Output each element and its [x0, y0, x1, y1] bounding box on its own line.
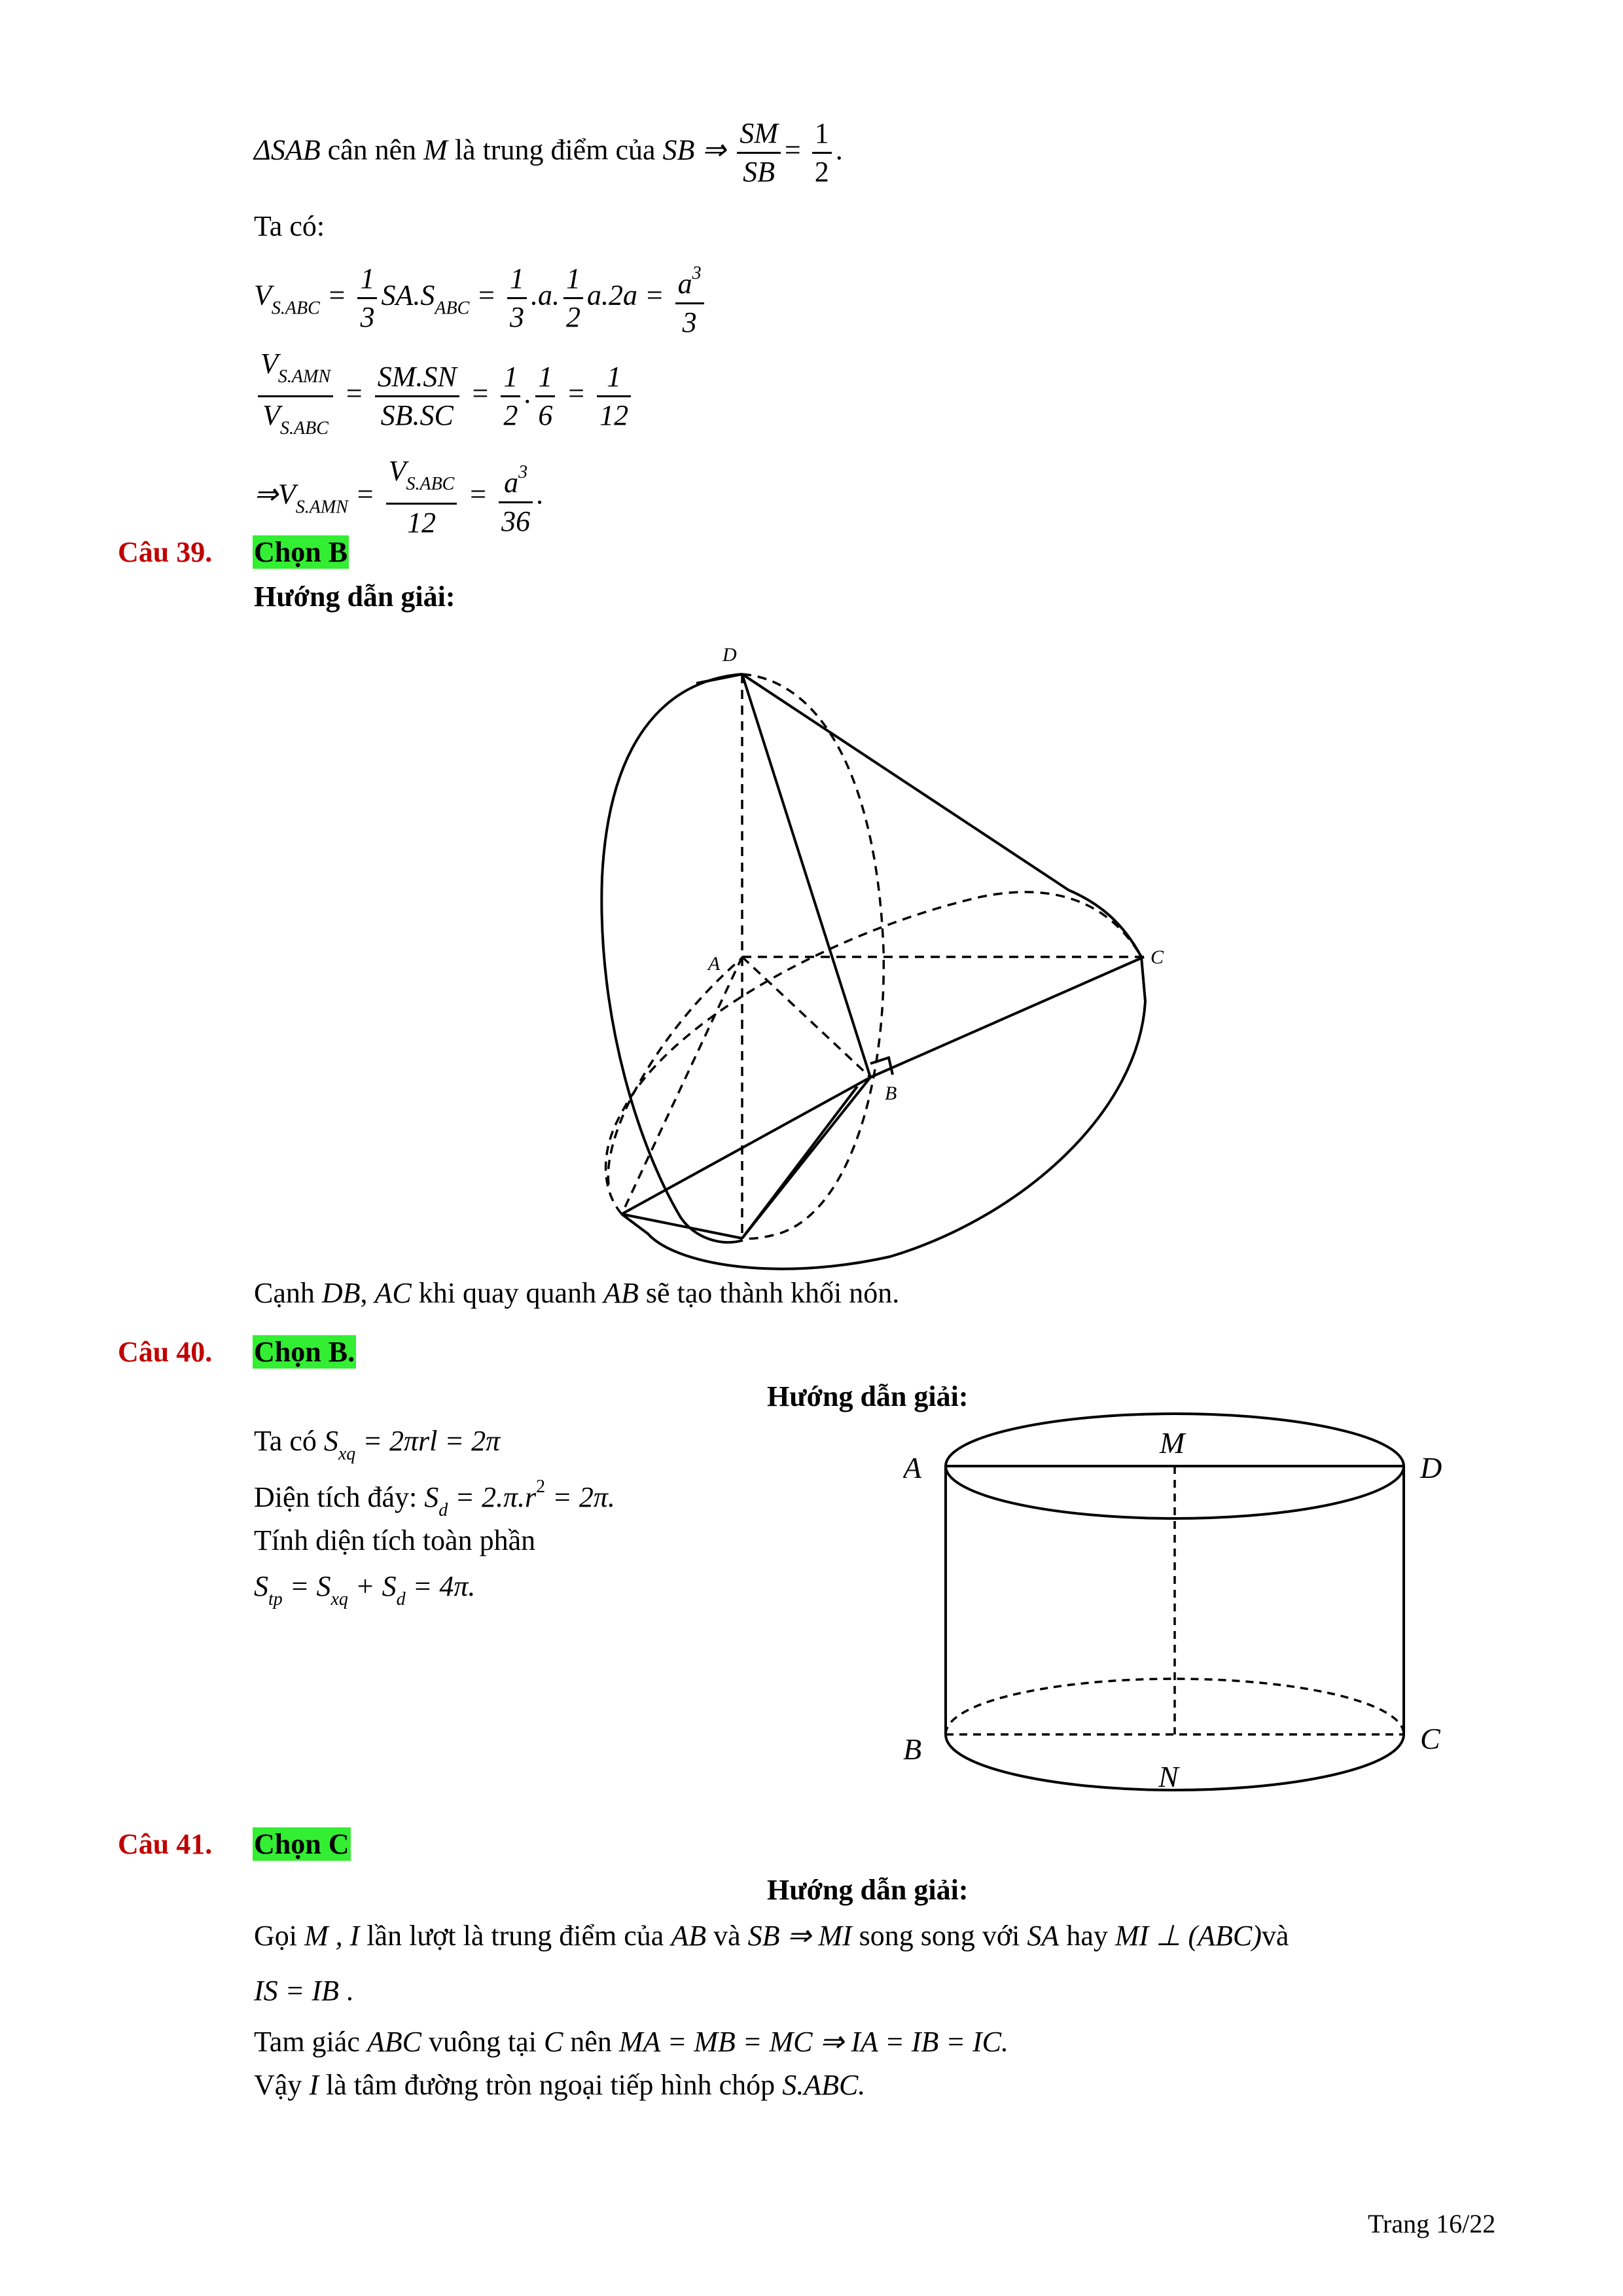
question-40-choice: Chọn B.	[254, 1336, 355, 1368]
figure40-label-d: D	[1420, 1451, 1442, 1484]
question-39-label: Câu 39.	[118, 536, 213, 568]
figure40-label-c: C	[1420, 1722, 1440, 1755]
text-ta-co: Ta có:	[254, 210, 325, 242]
question-39-guide: Hướng dẫn giải:	[254, 581, 455, 613]
question-40-guide: Hướng dẫn giải:	[767, 1380, 969, 1412]
formula-volume-ratio: $\frac{V_{S.AMN}}{V_{S.ABC}}$ = $\frac{SM.SN}{SB.SC}$ = $\frac{1}{2}$ . $\frac{1}{6}$ = $\frac{1}{12}$	[254, 346, 635, 447]
figure40-label-a: A	[903, 1451, 922, 1484]
question-41-line4: Vậy I là tâm đường tròn ngoại tiếp hình chóp S.ABC.	[254, 2069, 866, 2101]
line-sab-isosceles: ΔSAB cân nên M là trung điểm của SB ⇒ $\frac{SM}{SB}$ = $\frac{1}{2}$ .	[254, 115, 843, 190]
question-41-line3: Tam giác ABC vuông tại C nên MA = MB = MC ⇒ IA = IB = IC.	[254, 2026, 1008, 2058]
frac-a3-36: $\frac{a^3}{36}$	[499, 454, 533, 540]
question-41-guide: Hướng dẫn giải:	[767, 1874, 969, 1906]
frac-1-12: $\frac{1}{12}$	[597, 359, 631, 434]
figure39-label-a: A	[708, 953, 721, 975]
formula-volume-samn: $\Rightarrow V_{S.AMN}$ = $\frac{V_{S.ABC}}{12}$ = $\frac{a^3}{36}$ .	[254, 453, 544, 541]
question-39-choice: Chọn B	[254, 536, 348, 568]
figure39-label-b: B	[885, 1083, 897, 1104]
question-41-line2: IS = IB .	[254, 1975, 353, 2007]
frac-v-ratio: $\frac{V_{S.AMN}}{V_{S.ABC}}$	[258, 346, 333, 447]
figure39-label-c: C	[1150, 946, 1164, 968]
question-40-line1: Ta có $S_{xq} = 2\pi rl = 2\pi$	[254, 1425, 501, 1464]
fraction-sm-sb: $\frac{SM}{SB}$	[737, 115, 781, 190]
frac-1-3: $\frac{1}{3}$	[357, 260, 377, 336]
cylinder-figure	[903, 1394, 1492, 1813]
frac-a3-3: $\frac{a^3}{3}$	[675, 255, 704, 341]
question-40-line3: Tính diện tích toàn phần	[254, 1524, 536, 1556]
question-41-line1: Gọi M , I lần lượt là trung điểm của AB và SB ⇒ MI song song với SA hay MI ⊥ (ABC)và	[254, 1920, 1289, 1952]
question-41-label: Câu 41.	[118, 1828, 213, 1860]
frac-1-3-b: $\frac{1}{3}$	[507, 260, 527, 336]
question-41-choice: Chọn C	[254, 1828, 349, 1860]
frac-vsabc-12: $\frac{V_{S.ABC}}{12}$	[386, 453, 457, 541]
question-40-line4: $S_{tp} = S_{xq} + S_d = 4\pi$.	[254, 1570, 476, 1609]
question-40-label: Câu 40.	[118, 1336, 213, 1368]
figure39-label-d: D	[722, 644, 737, 666]
question-40-line2: Diện tích đáy: $S_d = 2.\pi.r^2 = 2\pi$.	[254, 1477, 615, 1520]
figure40-label-n: N	[1158, 1760, 1179, 1793]
formula-volume-sabc: $V_{S.ABC}$ = $\frac{1}{3}$ $SA.S_{ABC}$ = $\frac{1}{3}$ .a. $\frac{1}{2}$ a.2a = $\frac{a^3}{3}$	[254, 255, 708, 341]
figure40-label-b: B	[903, 1732, 922, 1766]
question-39-conclusion: Cạnh DB, AC khi quay quanh AB sẽ tạo thành khối nón.	[254, 1277, 900, 1309]
fraction-one-half: $\frac{1}{2}$	[812, 115, 832, 190]
frac-1-2: $\frac{1}{2}$	[563, 260, 583, 336]
figure40-label-m: M	[1160, 1426, 1185, 1460]
frac-1-6: $\frac{1}{6}$	[535, 359, 555, 434]
page-number: Trang 16/22	[1368, 2209, 1496, 2238]
frac-smsn-sbsc: $\frac{SM.SN}{SB.SC}$	[375, 359, 459, 434]
frac-1-2-b: $\frac{1}{2}$	[501, 359, 520, 434]
